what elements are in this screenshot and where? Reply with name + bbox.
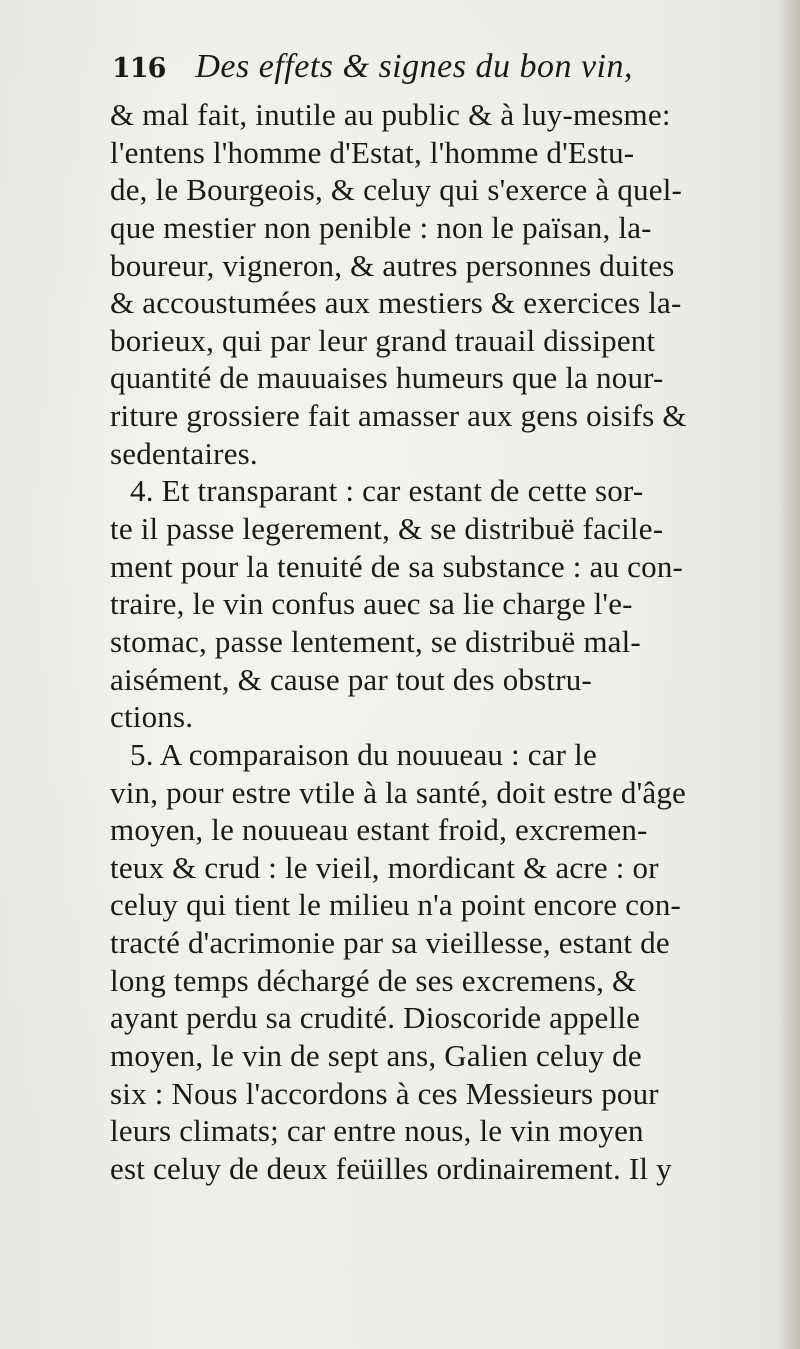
page-number: 116 [112,53,166,84]
page-header [112,48,712,98]
text-line: long temps déchargé de ses excremens, & [110,962,637,998]
body-text [110,96,790,1188]
text-line: stomac, passe lentement, se distribuë mal- [110,623,641,659]
text-line: celuy qui tient le milieu n'a point encore con- [110,887,682,923]
text-line: quantité de mauuaises humeurs que la nour- [110,360,664,396]
text-line: ment pour la tenuité de sa substance : au con- [110,548,684,584]
text-line: tracté d'acrimonie par sa vieillesse, estant de [110,925,670,961]
text-line: borieux, qui par leur grand trauail dissipent [110,322,656,358]
text-line: teux & crud : le vieil, mordicant & acre : or [110,849,659,885]
text-line: & accoustumées aux mestiers & exercices la- [110,285,682,321]
text-line: l'entens l'homme d'Estat, l'homme d'Estu- [110,134,635,170]
text-line: ayant perdu sa crudité. Dioscoride appelle [110,1000,641,1036]
text-line: moyen, le nouueau estant froid, excremen- [110,812,648,848]
text-line: sedentaires. [110,435,258,471]
paragraph-5-start: 5. A comparaison du nouueau : car le [130,736,597,772]
text-line: traire, le vin confus auec sa lie charge l'e- [110,586,633,622]
text-line: & mal fait, inutile au public & à luy-mesme: [110,97,671,132]
text-line: leurs climats; car entre nous, le vin moyen [110,1113,644,1149]
text-line: six : Nous l'accordons à ces Messieurs pour [110,1075,659,1111]
text-line: de, le Bourgeois, & celuy qui s'exerce à quel- [110,172,683,208]
text-line: est celuy de deux feüilles ordinairement. Il y [110,1150,672,1186]
text-line: ctions. [110,699,194,735]
text-line: boureur, vigneron, & autres personnes duites [110,247,675,283]
text-line: moyen, le vin de sept ans, Galien celuy de [110,1038,642,1074]
text-line: te il passe legerement, & se distribuë facile- [110,511,664,547]
text-line: vin, pour estre vtile à la santé, doit estre d'âge [110,774,686,810]
paragraph-4-start: 4. Et transparant : car estant de cette sor- [130,473,644,509]
running-title: Des effets & signes du bon vin, [195,48,633,85]
text-line: aisément, & cause par tout des obstru- [110,661,592,697]
text-line: riture grossiere fait amasser aux gens oisifs & [110,398,687,434]
text-line: que mestier non penible : non le païsan, la- [110,209,652,245]
